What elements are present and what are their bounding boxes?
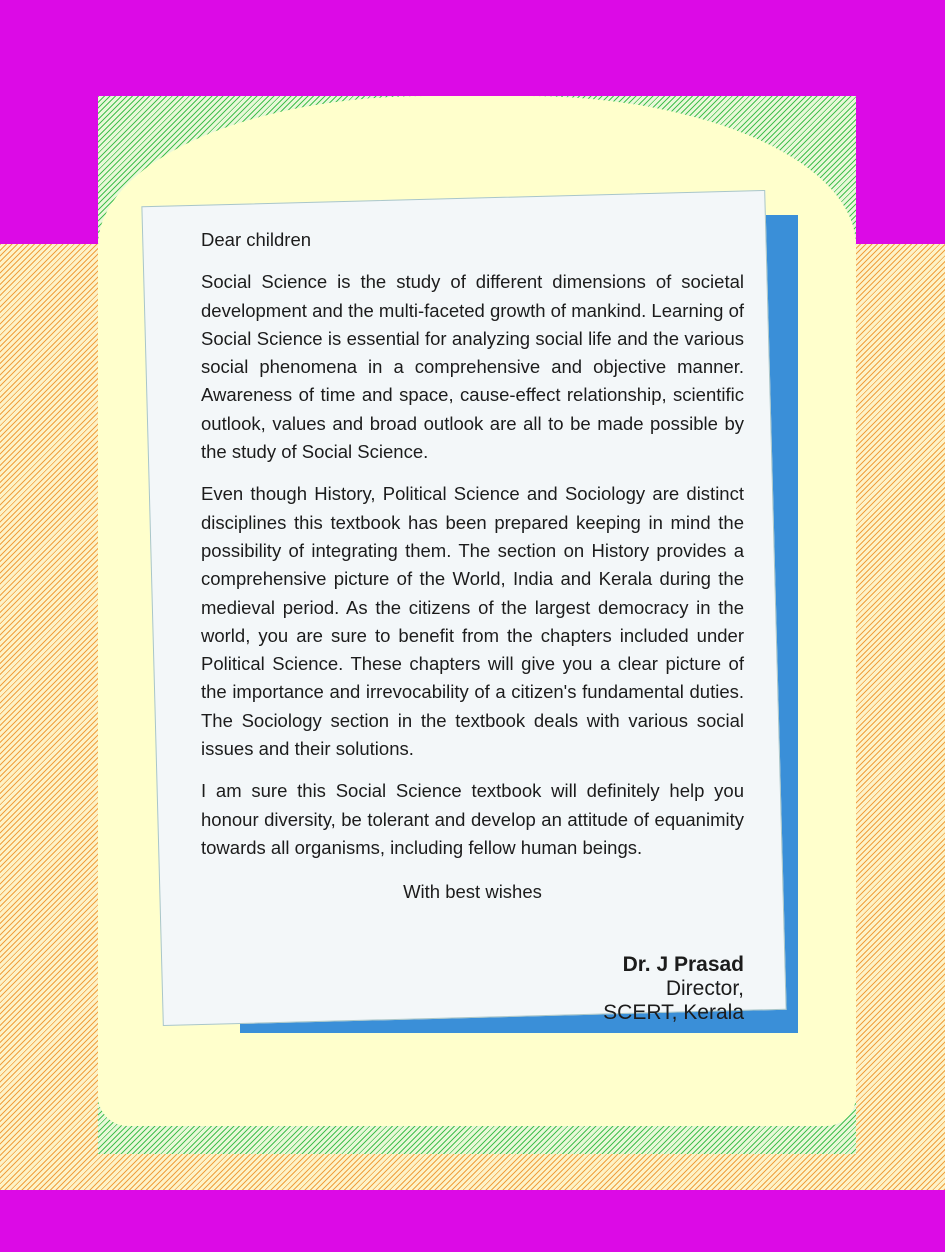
letter-paragraph-2: Even though History, Political Science and Sociology are distinct disciplines this textbook has been prepared keeping in mind the possibility of integrating them. The section on History provides a comprehensive picture of the World, India and Kerala during the medieval period. As the citizens of the largest democracy in the world, you are sure to benefit from the chapters included under Political Science. These chapters will give you a clear picture of the importance and irrevocability of a citizen's fundamental duties. The Sociology section in the textbook deals with various social issues and their solutions. <box>201 483 744 760</box>
letter-paragraph-3: I am sure this Social Science textbook will definitely help you honour diversity, be tolerant and develop an attitude of equanimity towards all organisms, including fellow human beings. <box>201 780 744 858</box>
signature-title: Director, <box>665 976 744 1000</box>
letter-paragraph-1: Social Science is the study of different dimensions of societal development and the multi-faceted growth of mankind. Learning of Social Science is essential for analyzing social life and the various social phenomena in a comprehensive and objective manner. Awareness of time and space, cause-effect relationship, scientific outlook, values and broad outlook are all to be made possible by the study of Social Science. <box>201 271 744 463</box>
signature-organization: SCERT, Kerala <box>603 1000 744 1024</box>
signature-name: Dr. J Prasad <box>622 952 744 976</box>
letter-body <box>201 226 744 1025</box>
letter-salutation: Dear children <box>201 229 312 250</box>
signature-block <box>201 953 744 1025</box>
letter-closing: With best wishes <box>403 881 542 903</box>
